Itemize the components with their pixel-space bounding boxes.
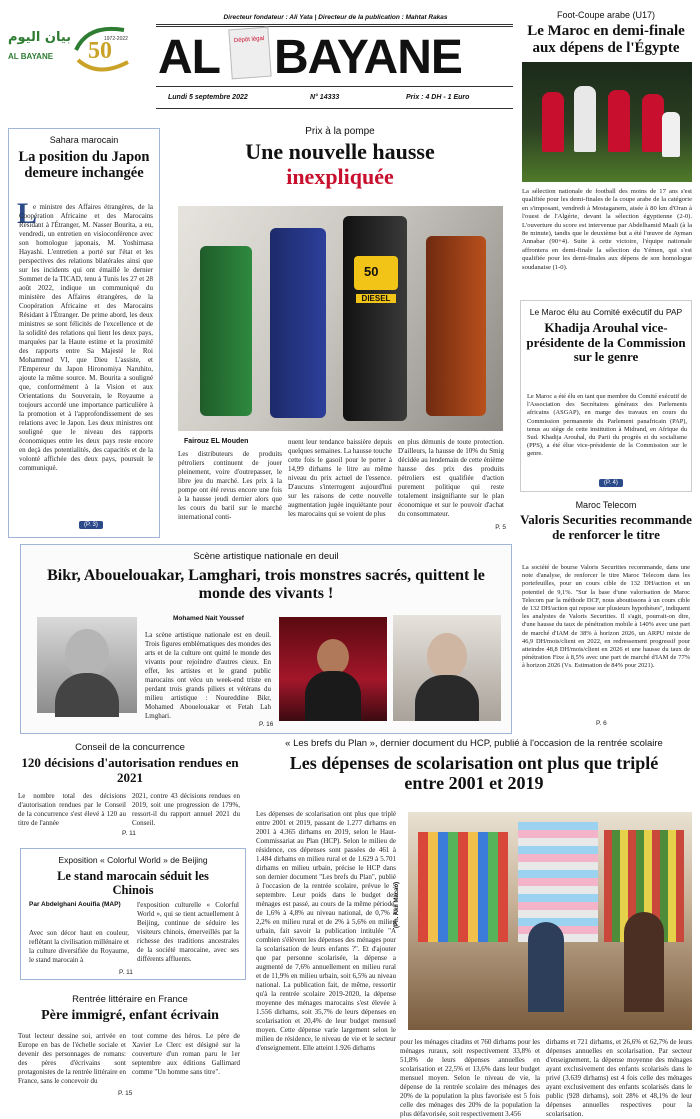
sahara-kicker: Sahara marocain — [49, 135, 119, 145]
prix-ref[interactable]: P. 5 — [495, 524, 506, 531]
valoris-headline: Valoris Securities recommande de renforcer le titre — [520, 512, 692, 542]
valoris-body: La société de bourse Valoris Securities recommande, dans une note d'analyse, de renforcer le titre Maroc Telecom dans les portefeuilles, pour un cours cible de 132 DH/action et un potentiel de 9,1%. "Sur la base d'une valorisation de Maroc Telecom par la méthode DCF, nous aboutissons à un cours cible de 132 DH/action qui repose sur plusieurs hypothèses", indiquent les analystes de Valoris Securities. Il s'agit, pourrait-on dire, d'une hausse du taux de pénétration mobile à 140% avec une part de marché d'IAM de 38% à horizon 2026, un ARPU mixte de 46,9 DH/mois/client en 2022, en redressement progressif pour atteindre 48,8 DH/mois/client en 2026 et une hausse du taux de pénétration Fixe à 8,5% avec une part de marché d'IAM de 77% à horizon 2026 (Vs. Estimation de 84% pour 2021). — [522, 564, 690, 670]
rentree-kicker: Rentrée littéraire en France — [72, 994, 188, 1005]
prix-col3: en plus démunis de toute protection. D'ailleurs, la hausse de 10% du Smig décidée au lendemain de cette énième hausse des prix des produits pétroliers est qualifiée d'action purement politique qui reste totalement insignifiante sur le plan économique et sur le pouvoir d'achat du consommateur. — [398, 438, 504, 518]
logo — [8, 14, 138, 92]
prix-col1: Les distributeurs de produits pétroliers continuent de jouer pleinement, voire d'outrepasser, le libre jeu du marché. Les prix à la pompe ont été revus encore une fois à la hausse jeudi dernier alors que les cours du baril sur le marché international conti- — [178, 450, 282, 521]
sahara-article[interactable] — [8, 128, 160, 538]
prix-col2: nuent leur tendance baissière depuis quelques semaines. La hausse touche cette fois le gasoil pour le porter à 14,99 dirhams le litre au même niveau du prix actuel de l'essence. D'aucuns s'interrogent aujourd'hui sur les raisons de cette nouvelle augmentation jugée inquiétante pour les marocains qui se voient de plus — [288, 438, 392, 518]
depot-stamp — [228, 27, 271, 80]
foot-photo — [522, 62, 692, 182]
rentree-headline: Père immigré, enfant écrivain — [41, 1008, 219, 1023]
expo-author: Par Abdelghani Aouifia (MAP) — [29, 901, 121, 908]
sahara-dropcap: L — [17, 197, 38, 230]
valoris-kicker: Maroc Telecom — [575, 500, 637, 510]
concurrence-col1: Le nombre total des décisions d'autorisation rendues par le Conseil de la concurrence s'est élevé à 120 au titre de l'année — [18, 792, 126, 827]
logo-arabic: بيان اليوم — [8, 30, 72, 45]
prix-article[interactable] — [170, 126, 510, 536]
sahara-headline: La position du Japon demeure inchangée — [18, 149, 150, 182]
scene-author: Mohamed Nait Youssef — [173, 615, 244, 622]
plan-headline: Les dépenses de scolarisation ont plus que triplé entre 2001 et 2019 — [289, 753, 659, 794]
scene-article[interactable] — [20, 544, 512, 734]
valoris-ref[interactable]: P. 6 — [596, 720, 607, 727]
sahara-body: e ministre des Affaires étrangères, de la Coopération Africaine et des Marocains Résidant à l'Étranger, M. Nasser Bourita, a eu, vendredi, un entretien en visioconférence avec son homologue japonais, M. Yoshimasa Hayashi. L'entretien a porté sur l'état et les perspectives des relations bilatérales ainsi que sur les incidents qui ont émaillé le dernier Sommet de la TICAD, tenu à Tunis les 27 et 28 août 2022, indique un communiqué du ministère des Affaires étrangères, de la Coopération Africaine et des Marocains Résidant à l'Étranger. De prime abord, les deux ministres se sont félicités de l'excellence et de la solidité des relations qui lient les deux pays, marquées par la Haute estime et la proximité des rapports entre Sa Majesté le Roi Mohammed VI, que Dieu L'assiste, et l'Empereur du Japon Hironomiya Naruhito, ajoute la même source. M. Bourita a souligné que, conformément à la Vision et aux Orientations du Souverain, le Royaume a toujours accordé une importance particulière à la promotion et à l'approfondissement de ses relations avec le Japon. Les deux ministres ont souligné que le niveau des rapports économiques entre les deux pays reste encore en deçà des potentialités, des capacités et de la volonté affichée des deux pays, poursuit le communiqué. — [19, 203, 153, 472]
pap-headline: Khadija Arouhal vice-présidente de la Commission sur le genre — [526, 320, 686, 365]
fuel-pump-photo — [178, 206, 503, 431]
plan-col2: pour les ménages citadins et 760 dirhams pour les ménages ruraux, soit respectivement 33,8% et 51,8% de leurs dépenses annuelles en scolarisation et 22,5% et 13,6% dans leur budget mensuel moyen. Selon le niveau de vie, la dépense de la rentrée scolaire des ménages des 20% de la population la plus favorisée est 5 fois celle des ménages des 20% de la population la plus défavorisée, soit respectivement 3.456 — [400, 1038, 540, 1118]
prix-author: Fairouz EL Mouden — [184, 438, 249, 445]
scene-headline: Bikr, Abouelouakar, Lamghari, trois monstres sacrés, quittent le monde des vivants ! — [47, 567, 485, 602]
pump-number: 50 — [364, 264, 379, 279]
foot-body: La sélection nationale de football des moins de 17 ans s'est qualifiée pour les demi-finales de la coupe arabe de la catégorie en s'imposant, vendredi à Mostaganem, aisée à 80 km d'Oran à l'ouest de l'Algérie, devant la sélection égyptienne (2-0). L'ouverture du score est intervenue par Abdelhamid Maali (à la 8e minute), tandis que le deuxième but a été l'œuvre de Ayman Annabar (90+4). Suite à cette victoire, l'équipe nationale affrontera en demi-finale la sélection du Yémen, qui s'est qualifiée pour les demi-finales aux dépens de son homologue soudanaise (1-0). — [522, 188, 692, 271]
foot-article[interactable] — [518, 10, 694, 292]
pap-body: Le Maroc a été élu en tant que membre du Comité exécutif de l'Association des Secrétaires généraux des Parlements africains (ASGAP), en marge des travaux en cours du Commission permanente du Parlement panafricain (PAP), tenus au siège de cette institution à Midrand, en Afrique du Sud. Khadija Arouhal, du Parti du progrès et du socialisme (PPS), a été élue vice-présidente de la Commission sur le genre. — [527, 393, 687, 458]
pap-kicker: Le Maroc élu au Comité exécutif du PAP — [529, 307, 683, 317]
logo-years: 1972-2022 — [104, 36, 128, 42]
anniversary-emblem-icon — [68, 20, 136, 80]
foot-kicker: Foot-Coupe arabe (U17) — [556, 10, 656, 20]
issue-number: N° 14333 — [310, 94, 340, 101]
prix-headline-1: Une nouvelle hausse — [245, 139, 435, 164]
expo-ref[interactable]: P. 11 — [119, 969, 133, 976]
foot-headline: Le Maroc en demi-finale aux dépens de l'Égypte — [527, 23, 685, 56]
svg-text:50: 50 — [88, 38, 112, 64]
pump-diesel-label: DIESEL — [356, 294, 396, 303]
school-supplies-photo — [408, 812, 692, 1030]
concurrence-ref[interactable]: P. 11 — [122, 830, 136, 837]
plan-article[interactable] — [254, 738, 694, 1118]
masthead — [8, 8, 513, 118]
expo-col1: Avec son décor haut en couleur, reflétant la civilisation millénaire et la culture diversifiée du Royaume, le stand marocain à — [29, 929, 129, 964]
expo-article[interactable] — [20, 848, 246, 980]
plan-kicker: « Les brefs du Plan », dernier document du HCP, publié à l'occasion de la rentrée scolaire — [285, 738, 663, 749]
scene-kicker: Scène artistique nationale en deuil — [193, 551, 339, 562]
paper-name-right: BAYANE — [274, 31, 462, 84]
issue-price: Prix : 4 DH - 1 Euro — [406, 94, 470, 101]
rentree-article[interactable] — [14, 994, 246, 1104]
paper-name-left: AL — [158, 31, 220, 84]
expo-headline: Le stand marocain séduit les Chinois — [57, 869, 209, 897]
prix-kicker: Prix à la pompe — [305, 126, 375, 137]
valoris-article[interactable] — [520, 500, 692, 730]
prix-headline-2: inexpliquée — [286, 163, 394, 189]
depot-label: Dépôt légal — [233, 35, 265, 45]
sahara-ref[interactable]: (P. 3) — [79, 521, 103, 529]
plan-photo-credit: (Ph. Akil Macao) — [394, 881, 400, 928]
plan-col1: Les dépenses de scolarisation ont plus que triplé entre 2001 et 2019, passant de 1.277 dirhams en 2001 à 4.365 dirhams en 2019, selon le Haut-Commissariat au Plan (HCP). Selon le milieu de résidence, ces dépenses sont passées de 461 à 1.484 dirhams en milieu rural et de 1.629 à 5.701 dirhams en milieu urbain, précise le HCP dans son dernier document "Les brefs du Plan", publié à l'occasion de la rentrée scolaire, prévue le 5 septembre. Leur poids dans le budget des ménages est passé, au cours de la même période, de 1,6% à 4,8% au niveau national, de 0,7% à 2,2% en milieu rural et de 2% à 5,6% en milieu urbain, fait savoir la publication intitulée "A combien s'élèvent les dépenses des ménages pour la scolarisation de leurs enfants ?". Et d'ajouter que par personne scolarisée, la dépense a augmenté de 7,6% annuellement en milieu rural et de 11,9% en milieu urbain, soit 6,5% au niveau national. La publication fait, de même, ressortir qu'à la rentrée scolaire 2019-2020, la dépense moyenne des ménages marocains s'est élevée à 1.556 dirhams, soit 35,7% de leurs dépenses en scolarisation et 20,4% de leur budget mensuel moyen. Cette dépense varie largement selon le milieu de résidence, le niveau de vie et le secteur d'enseignement. Elle atteint 1.926 dirhams — [256, 810, 396, 1052]
rentree-ref[interactable]: P. 15 — [118, 1090, 133, 1097]
logo-latin: AL BAYANE — [8, 52, 54, 61]
portrait-abouelouakar — [279, 617, 387, 721]
concurrence-article[interactable] — [14, 742, 246, 840]
concurrence-headline: 120 décisions d'autorisation rendues en 2021 — [21, 755, 239, 785]
plan-col3: dirhams et 721 dirhams, et 26,6% et 62,7% de leurs dépenses annuelles en scolarisation. Par secteur d'enseignement, la dépense moyenne des ménages ayant exclusivement des enfants scolarisés dans le privé (3.639 dirhams) est 4 fois celle des ménages ayant exclusivement des enfants scolarisés dans le public (928 dirhams), soit 28% et 48,1% de leur dépenses annuelles respectives pour la scolarisation. — [546, 1038, 692, 1118]
portrait-lamghari — [393, 615, 501, 721]
director-line: Directeur fondateur : Ali Yata | Directeur de la publication : Mahtat Rakas — [223, 14, 448, 21]
rentree-col2: tout comme des héros. Le père de Xavier Le Clerc est désigné sur la couverture d'un roman paru le 1er septembre aux éditions Gallimard comme "Un homme sans titre". — [132, 1032, 240, 1076]
expo-kicker: Exposition « Colorful World » de Beijing — [58, 855, 208, 865]
pap-article[interactable] — [520, 300, 692, 492]
scene-ref[interactable]: P. 16 — [259, 721, 274, 728]
scene-body: La scène artistique nationale est en deuil. Trois figures emblématiques des mondes des arts et de la culture ont quitté le monde des vivants pour rejoindre d'autres cieux. En effet, les artistes et le grand public marocains ont vécu un week-end triste en perdant trois grands piliers et vétérans du milieu artistique : Noureddine Bikr, Mohamed Abouelouakar et Fetah Lah Lmghari. — [145, 631, 271, 720]
concurrence-col2: 2021, contre 43 décisions rendues en 2019, soit une progression de 179%, ressort-il du rapport annuel 2021 du Conseil. — [132, 792, 240, 827]
pap-ref[interactable]: (P. 4) — [599, 479, 623, 487]
rentree-col1: Tout lecteur dessine soi, arrivée en Europe en bas de l'échelle sociale et devenir des personnages de romans: des pères d'écrivains sont protagonistes de la rentrée littéraire en France, sans le concevoir du — [18, 1032, 126, 1085]
issue-date: Lundi 5 septembre 2022 — [168, 94, 248, 101]
expo-col2: l'exposition culturelle « Colorful World », qui se tient actuellement à Beijing, continue de séduire les visiteurs chinois, émerveillés par la richesse des traditions ancestrales de la société marocaine, avec ses différents affluents. — [137, 901, 239, 963]
concurrence-kicker: Conseil de la concurrence — [75, 742, 185, 753]
portrait-bikr — [37, 617, 137, 713]
